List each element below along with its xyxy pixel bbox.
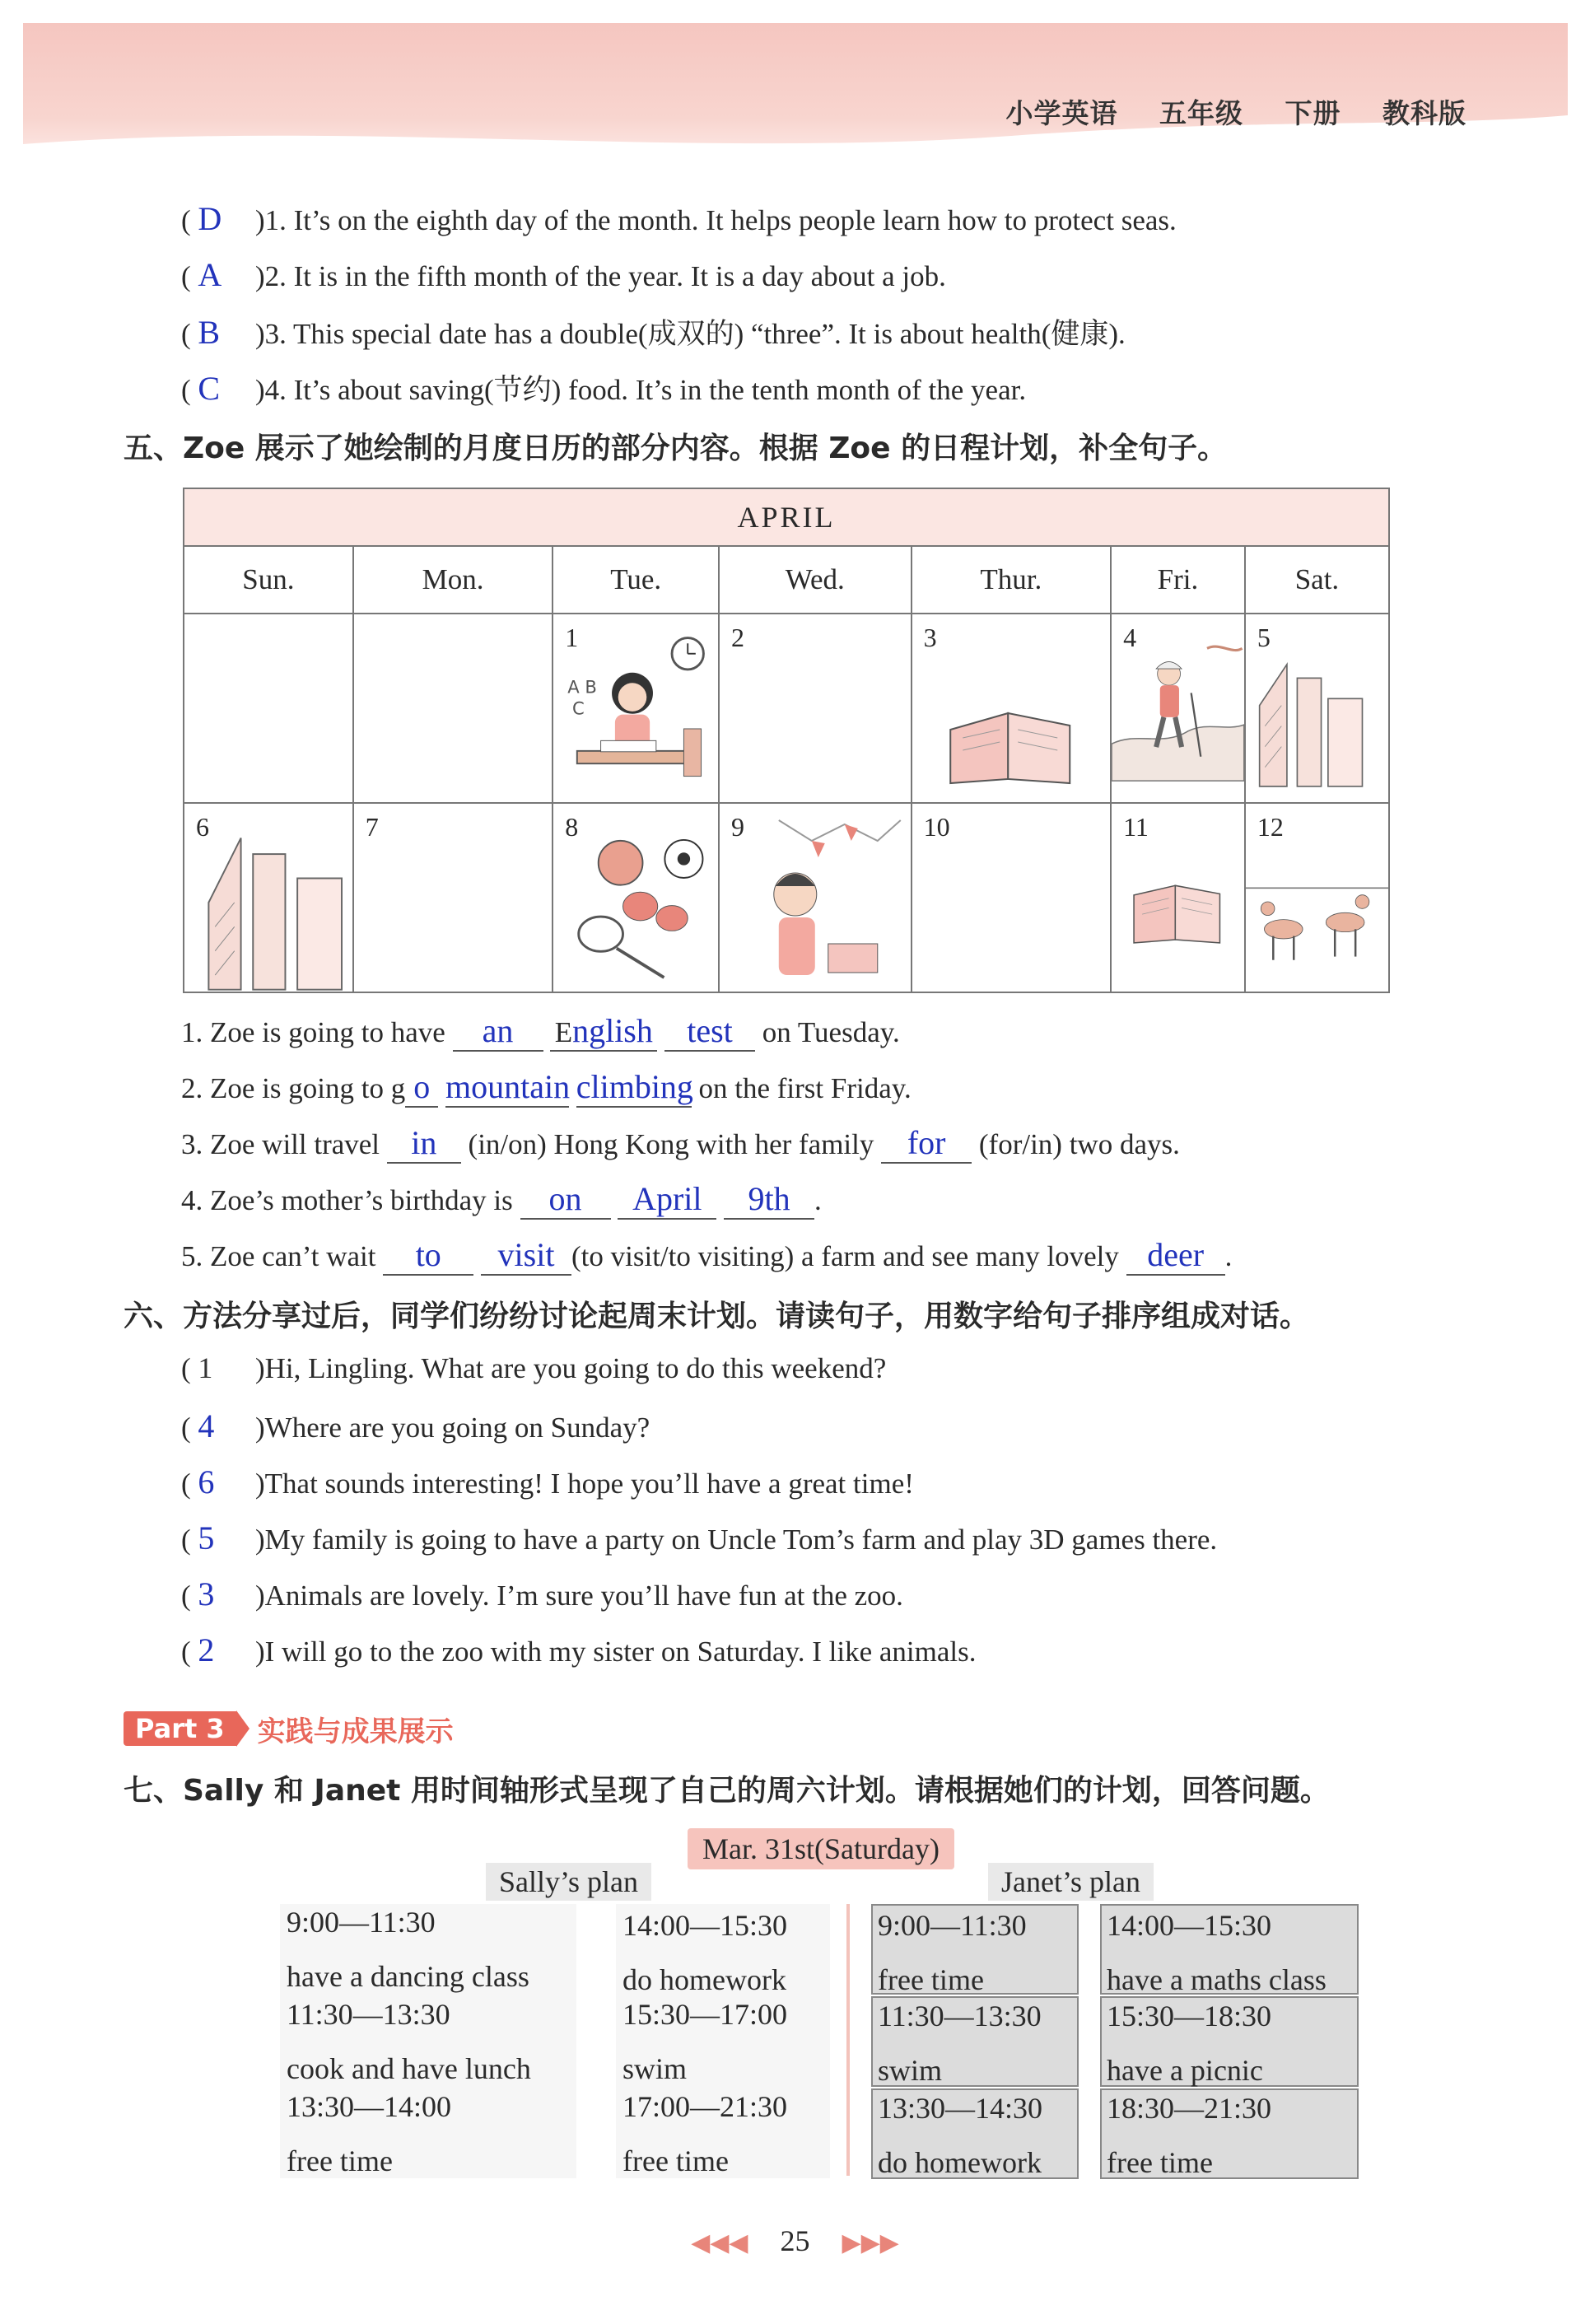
item-text: )My family is going to have a party on Uncle Tom’s farm and play 3D games there. bbox=[255, 1524, 1218, 1556]
sentence-text: 2. Zoe is going to g bbox=[181, 1072, 406, 1104]
given-letter: E bbox=[554, 1016, 573, 1048]
slot-activity: free time bbox=[287, 2144, 393, 2177]
slot-activity: free time bbox=[878, 1963, 984, 1996]
answer: an bbox=[482, 1012, 514, 1049]
s4-item-2: ( A )2. It is in the fifth month of the year. It is a day about a job. bbox=[181, 256, 946, 293]
cal-cell bbox=[184, 614, 353, 803]
day-wed: Wed. bbox=[719, 546, 912, 614]
section6-title: 六、方法分享过后，同学们纷纷讨论起周末计划。请读句子，用数字给句子排序组成对话。 bbox=[124, 1300, 1310, 1333]
answer-blank bbox=[664, 1011, 755, 1052]
answer: C bbox=[198, 370, 221, 407]
slot-time: 18:30—21:30 bbox=[1107, 2092, 1272, 2125]
slot-activity: do homework bbox=[622, 1963, 786, 1996]
s6-item-6: ( 2 )I will go to the zoo with my sister on Saturday. I like animals. bbox=[181, 1631, 977, 1668]
day-tue: Tue. bbox=[553, 546, 719, 614]
item-text: )4. It’s about saving(节约) food. It’s in the tenth month of the year. bbox=[255, 374, 1027, 406]
answer: nglish bbox=[572, 1012, 653, 1049]
answer-blank bbox=[724, 1179, 814, 1220]
cal-cell bbox=[912, 803, 1111, 992]
slot-activity: swim bbox=[622, 2052, 688, 2085]
svg-text:A B: A B bbox=[567, 676, 598, 698]
cal-cell bbox=[353, 803, 553, 992]
answer: 6 bbox=[198, 1463, 215, 1500]
cal-cell bbox=[1245, 803, 1389, 992]
answer-blank bbox=[383, 1235, 473, 1276]
part3-label: 实践与成果展示 bbox=[257, 1715, 454, 1748]
s5-sentence-4 bbox=[181, 1179, 822, 1220]
sentence-text: on Tuesday. bbox=[762, 1016, 900, 1048]
answer-blank bbox=[445, 1067, 569, 1108]
prev-arrows-icon: ◀◀◀ bbox=[691, 2229, 748, 2256]
answer: 1 bbox=[198, 1351, 213, 1384]
svg-text:C: C bbox=[572, 698, 585, 719]
answer: 3 bbox=[198, 1575, 215, 1612]
answer: to bbox=[415, 1236, 441, 1273]
page-number: 25 bbox=[780, 2224, 810, 2257]
s5-sentence-3 bbox=[181, 1123, 1180, 1164]
sentence-text: (to visit/to visiting) a farm and see many lovely bbox=[571, 1240, 1119, 1272]
part-badge-arrow bbox=[236, 1710, 249, 1747]
april-calendar bbox=[183, 488, 1390, 993]
cal-cell bbox=[553, 614, 719, 803]
header-band bbox=[23, 23, 1568, 159]
janet-plan-label: Janet’s plan bbox=[988, 1863, 1154, 1901]
section5-title: 五、Zoe 展示了她绘制的月度日历的部分内容。根据 Zoe 的日程计划，补全句子。 bbox=[124, 432, 1228, 465]
slot-activity: have a maths class bbox=[1107, 1963, 1327, 1996]
item-text: )Where are you going on Sunday? bbox=[255, 1412, 650, 1444]
answer: mountain bbox=[445, 1068, 571, 1105]
s5-sentence-1 bbox=[181, 1011, 900, 1052]
answer: 4 bbox=[198, 1407, 215, 1444]
answer: o bbox=[413, 1068, 431, 1105]
sentence-text: (for/in) two days. bbox=[978, 1128, 1180, 1160]
item-text: )2. It is in the fifth month of the year. It is a day about a job. bbox=[255, 260, 946, 292]
item-text: )Hi, Lingling. What are you going to do this weekend? bbox=[255, 1352, 887, 1384]
answer-blank bbox=[881, 1123, 972, 1164]
grade-label: 五年级 bbox=[1159, 97, 1243, 129]
part-badge: Part 3 bbox=[124, 1711, 236, 1746]
answer: visit bbox=[497, 1236, 555, 1273]
sentence-text: 4. Zoe’s mother’s birthday is bbox=[181, 1184, 513, 1216]
item-text: )I will go to the zoo with my sister on Saturday. I like animals. bbox=[255, 1636, 977, 1668]
date-number: 11 bbox=[1123, 812, 1149, 842]
cal-cell bbox=[1111, 614, 1245, 803]
slot-time: 11:30—13:30 bbox=[287, 1998, 450, 2031]
book-info bbox=[975, 92, 1467, 131]
s6-item-2: ( 4 )Where are you going on Sunday? bbox=[181, 1407, 650, 1444]
answer-blank bbox=[1126, 1235, 1225, 1276]
date-number: 2 bbox=[731, 623, 745, 652]
timeline-date: Mar. 31st(Saturday) bbox=[688, 1828, 954, 1869]
item-text: )1. It’s on the eighth day of the month. It helps people learn how to protect seas. bbox=[255, 204, 1177, 236]
edition-label: 教科版 bbox=[1383, 97, 1466, 129]
date-number: 3 bbox=[923, 623, 937, 652]
date-number: 10 bbox=[923, 812, 950, 842]
answer: for bbox=[907, 1124, 946, 1161]
date-number: 6 bbox=[196, 812, 209, 842]
next-arrows-icon: ▶▶▶ bbox=[842, 2229, 899, 2256]
date-number: 1 bbox=[565, 623, 579, 652]
sentence-text: 5. Zoe can’t wait bbox=[181, 1240, 376, 1272]
slot-activity: swim bbox=[878, 2054, 943, 2087]
answer-blank bbox=[520, 1179, 611, 1220]
slot-activity: have a dancing class bbox=[287, 1960, 529, 1993]
cal-cell bbox=[1245, 614, 1389, 803]
section7-title: 七、Sally 和 Janet 用时间轴形式呈现了自己的周六计划。请根据她们的计划，回答问题。 bbox=[124, 1774, 1330, 1808]
s6-item-4: ( 5 )My family is going to have a party on Uncle Tom’s farm and play 3D games there. bbox=[181, 1519, 1218, 1556]
part3-heading bbox=[124, 1710, 454, 1748]
date-number: 9 bbox=[731, 812, 745, 842]
slot-time: 13:30—14:00 bbox=[287, 2090, 452, 2123]
birthday-party-illustration bbox=[720, 804, 911, 992]
answer: B bbox=[198, 314, 221, 351]
answer: test bbox=[687, 1012, 733, 1049]
sentence-text: (in/on) Hong Kong with her family bbox=[468, 1128, 874, 1160]
s6-item-5: ( 3 )Animals are lovely. I’m sure you’ll have fun at the zoo. bbox=[181, 1575, 903, 1612]
s4-item-3: ( B )3. This special date has a double(成双的) “three”. It is about health(健康). bbox=[181, 314, 1126, 351]
volume-label: 下册 bbox=[1285, 97, 1341, 129]
page-footer bbox=[0, 2224, 1590, 2258]
cal-cell bbox=[719, 803, 912, 992]
answer: climbing bbox=[576, 1068, 693, 1105]
slot-time: 15:30—17:00 bbox=[622, 1998, 788, 2031]
answer: D bbox=[198, 200, 222, 237]
slot-activity: cook and have lunch bbox=[287, 2052, 531, 2085]
sentence-text: . bbox=[814, 1184, 822, 1216]
sally-right-column bbox=[616, 1904, 830, 2178]
s6-item-1: ( 1 )Hi, Lingling. What are you going to do this weekend? bbox=[181, 1351, 887, 1384]
sentence-text: . bbox=[1224, 1240, 1233, 1272]
slot-time: 15:30—18:30 bbox=[1107, 2000, 1272, 2032]
date-number: 5 bbox=[1257, 623, 1271, 652]
book-icon bbox=[912, 614, 1110, 802]
date-number: 8 bbox=[565, 812, 579, 842]
sentence-text: 3. Zoe will travel bbox=[181, 1128, 380, 1160]
answer-blank bbox=[405, 1067, 438, 1108]
item-text: )3. This special date has a double(成双的) “three”. It is about health(健康). bbox=[255, 318, 1126, 350]
slot-activity: have a picnic bbox=[1107, 2054, 1263, 2087]
subject-label: 小学英语 bbox=[1005, 97, 1118, 129]
s4-item-1: ( D )1. It’s on the eighth day of the month. It helps people learn how to protect seas. bbox=[181, 200, 1177, 237]
answer: April bbox=[632, 1180, 702, 1217]
cal-cell bbox=[353, 614, 553, 803]
slot-time: 13:30—14:30 bbox=[878, 2092, 1043, 2125]
timeline-axis bbox=[846, 1904, 850, 2176]
hong-kong-buildings-illustration bbox=[184, 804, 352, 992]
slot-time: 9:00—11:30 bbox=[878, 1909, 1027, 1942]
answer: 5 bbox=[198, 1519, 215, 1556]
sentence-text: on the first Friday. bbox=[698, 1072, 912, 1104]
sentence-text: 1. Zoe is going to have bbox=[181, 1016, 445, 1048]
answer: in bbox=[411, 1124, 437, 1161]
s5-sentence-2 bbox=[181, 1067, 912, 1108]
date-number: 4 bbox=[1123, 623, 1137, 652]
slot-time: 11:30—13:30 bbox=[878, 2000, 1042, 2032]
day-sun: Sun. bbox=[184, 546, 353, 614]
cal-cell bbox=[553, 803, 719, 992]
slot-activity: free time bbox=[622, 2144, 729, 2177]
s5-sentence-5 bbox=[181, 1235, 1232, 1276]
item-text: )That sounds interesting! I hope you’ll have a great time! bbox=[255, 1468, 914, 1500]
day-mon: Mon. bbox=[353, 546, 553, 614]
sally-plan-label: Sally’s plan bbox=[486, 1863, 651, 1901]
slot-activity: do homework bbox=[878, 2146, 1042, 2179]
slot-time: 14:00—15:30 bbox=[622, 1909, 788, 1942]
answer-blank bbox=[481, 1235, 571, 1276]
item-text: )Animals are lovely. I’m sure you’ll have fun at the zoo. bbox=[255, 1580, 903, 1612]
date-number: 7 bbox=[365, 812, 379, 842]
answer: A bbox=[198, 256, 222, 293]
slot-time: 14:00—15:30 bbox=[1107, 1909, 1272, 1942]
cal-cell bbox=[184, 803, 353, 992]
answer: on bbox=[548, 1180, 582, 1217]
day-thu: Thur. bbox=[912, 546, 1111, 614]
slot-activity: free time bbox=[1107, 2146, 1213, 2179]
s6-item-3: ( 6 )That sounds interesting! I hope you’ll have a great time! bbox=[181, 1463, 914, 1500]
s4-item-4: ( C )4. It’s about saving(节约) food. It’s in the tenth month of the year. bbox=[181, 370, 1027, 407]
sally-left-column bbox=[280, 1904, 576, 2178]
slot-time: 9:00—11:30 bbox=[287, 1906, 436, 1939]
answer: 9th bbox=[748, 1180, 790, 1217]
calendar-month: APRIL bbox=[184, 488, 1389, 546]
day-sat: Sat. bbox=[1245, 546, 1389, 614]
date-number: 12 bbox=[1257, 812, 1284, 842]
answer-blank bbox=[387, 1123, 461, 1164]
slot-time: 17:00—21:30 bbox=[622, 2090, 788, 2123]
answer-blank bbox=[550, 1011, 657, 1052]
cal-cell bbox=[912, 614, 1111, 803]
answer: deer bbox=[1147, 1236, 1205, 1273]
answer-blank bbox=[576, 1067, 692, 1108]
cal-cell bbox=[719, 614, 912, 803]
answer-blank bbox=[618, 1179, 716, 1220]
answer: 2 bbox=[198, 1631, 215, 1668]
answer-blank bbox=[453, 1011, 543, 1052]
cal-cell bbox=[1111, 803, 1245, 992]
day-fri: Fri. bbox=[1111, 546, 1245, 614]
